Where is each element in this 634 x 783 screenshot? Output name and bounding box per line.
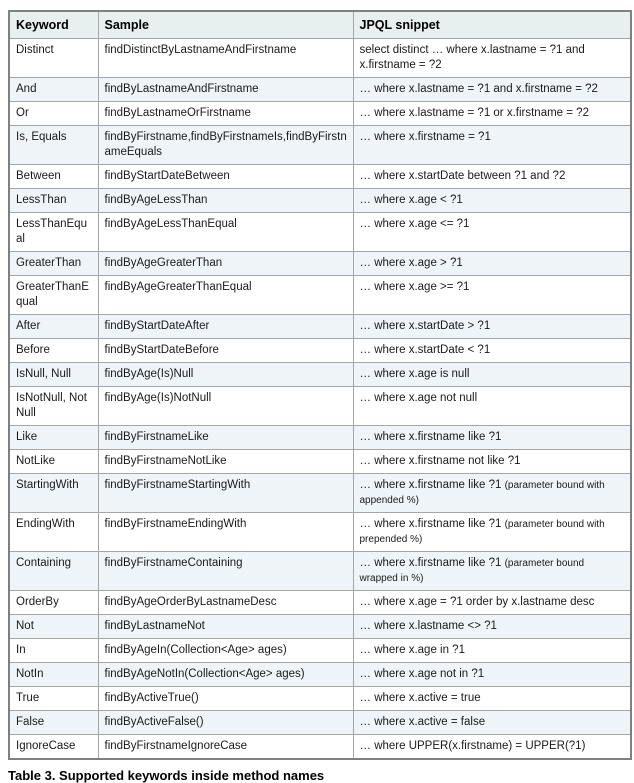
jpql-cell — [353, 552, 631, 591]
keyword-cell: GreaterThan — [9, 252, 98, 276]
jpql-text: … where x.firstname like ?1 — [359, 518, 502, 530]
table-row — [9, 39, 631, 78]
table-row — [9, 102, 631, 126]
table-row — [9, 78, 631, 102]
jpql-cell — [353, 687, 631, 711]
sample-cell: findByAgeLessThanEqual — [98, 213, 353, 252]
jpql-text: … where x.startDate < ?1 — [359, 344, 491, 356]
keyword-cell: Before — [9, 339, 98, 363]
jpql-cell — [353, 78, 631, 102]
jpql-text: … where x.startDate between ?1 and ?2 — [359, 170, 566, 182]
jpql-cell — [353, 639, 631, 663]
jpql-text: … where x.age = ?1 order by x.lastname desc — [359, 596, 595, 608]
jpql-text: … where x.age <= ?1 — [359, 218, 470, 230]
table-header-row — [9, 11, 631, 39]
sample-cell: findByActiveFalse() — [98, 711, 353, 735]
jpql-text: … where x.startDate > ?1 — [359, 320, 491, 332]
table-row — [9, 663, 631, 687]
sample-cell: findByAgeOrderByLastnameDesc — [98, 591, 353, 615]
keyword-cell: Or — [9, 102, 98, 126]
table-row — [9, 591, 631, 615]
table-row — [9, 189, 631, 213]
supported-keywords-table — [8, 10, 632, 760]
column-header-jpql-snippet: JPQL snippet — [353, 11, 631, 39]
table-caption: Table 3. Supported keywords inside method names — [8, 768, 325, 783]
jpql-text: … where x.age < ?1 — [359, 194, 463, 206]
sample-cell: findByFirstnameContaining — [98, 552, 353, 591]
jpql-text: … where x.active = true — [359, 692, 481, 704]
keyword-cell: Containing — [9, 552, 98, 591]
sample-cell: findByFirstnameEndingWith — [98, 513, 353, 552]
table-row — [9, 513, 631, 552]
jpql-cell — [353, 735, 631, 760]
jpql-text: … where x.active = false — [359, 716, 486, 728]
sample-cell: findByFirstnameLike — [98, 426, 353, 450]
table-row — [9, 450, 631, 474]
jpql-cell — [353, 663, 631, 687]
keyword-cell: LessThan — [9, 189, 98, 213]
jpql-text: … where x.firstname like ?1 — [359, 557, 502, 569]
keyword-cell: False — [9, 711, 98, 735]
table-row — [9, 711, 631, 735]
jpql-text: … where x.age >= ?1 — [359, 281, 470, 293]
column-header-sample: Sample — [98, 11, 353, 39]
sample-cell: findByAgeGreaterThanEqual — [98, 276, 353, 315]
jpql-cell — [353, 513, 631, 552]
sample-cell: findDistinctByLastnameAndFirstname — [98, 39, 353, 78]
table-row — [9, 315, 631, 339]
sample-cell: findByStartDateAfter — [98, 315, 353, 339]
keyword-cell: Between — [9, 165, 98, 189]
table-row — [9, 426, 631, 450]
jpql-text: … where x.firstname like ?1 — [359, 431, 502, 443]
sample-cell: findByAgeNotIn(Collection<Age> ages) — [98, 663, 353, 687]
sample-cell: findByAgeLessThan — [98, 189, 353, 213]
table-row — [9, 687, 631, 711]
sample-cell: findByAgeGreaterThan — [98, 252, 353, 276]
jpql-text: … where x.age > ?1 — [359, 257, 463, 269]
keyword-cell: Is, Equals — [9, 126, 98, 165]
jpql-cell — [353, 39, 631, 78]
sample-cell: findByLastnameNot — [98, 615, 353, 639]
table-row — [9, 165, 631, 189]
keyword-cell: True — [9, 687, 98, 711]
jpql-text: … where x.lastname = ?1 and x.firstname = ?2 — [359, 83, 598, 95]
keyword-cell: StartingWith — [9, 474, 98, 513]
jpql-text: … where x.age not null — [359, 392, 478, 404]
table-row — [9, 339, 631, 363]
keyword-cell: IsNotNull, NotNull — [9, 387, 98, 426]
keyword-cell: OrderBy — [9, 591, 98, 615]
sample-cell: findByFirstname,findByFirstnameIs,findByFirstnameEquals — [98, 126, 353, 165]
jpql-cell — [353, 615, 631, 639]
sample-cell: findByFirstnameIgnoreCase — [98, 735, 353, 760]
keyword-cell: GreaterThanEqual — [9, 276, 98, 315]
jpql-cell — [353, 387, 631, 426]
jpql-cell — [353, 126, 631, 165]
sample-cell: findByStartDateBetween — [98, 165, 353, 189]
jpql-cell — [353, 339, 631, 363]
table-row — [9, 615, 631, 639]
table-row — [9, 363, 631, 387]
jpql-cell — [353, 315, 631, 339]
jpql-cell — [353, 102, 631, 126]
keyword-cell: Distinct — [9, 39, 98, 78]
sample-cell: findByAgeIn(Collection<Age> ages) — [98, 639, 353, 663]
jpql-cell — [353, 252, 631, 276]
keyword-cell: EndingWith — [9, 513, 98, 552]
keyword-cell: After — [9, 315, 98, 339]
table-row — [9, 213, 631, 252]
table-row — [9, 252, 631, 276]
table-row — [9, 735, 631, 760]
keyword-cell: IsNull, Null — [9, 363, 98, 387]
jpql-cell — [353, 591, 631, 615]
keyword-cell: NotIn — [9, 663, 98, 687]
jpql-text: … where x.firstname like ?1 — [359, 479, 502, 491]
sample-cell: findByStartDateBefore — [98, 339, 353, 363]
jpql-cell — [353, 711, 631, 735]
jpql-cell — [353, 474, 631, 513]
table-row — [9, 474, 631, 513]
jpql-cell — [353, 450, 631, 474]
jpql-note: (parameter bound with appended %) — [359, 480, 605, 506]
sample-cell: findByFirstnameNotLike — [98, 450, 353, 474]
table-row — [9, 552, 631, 591]
jpql-text: … where x.firstname not like ?1 — [359, 455, 521, 467]
sample-cell: findByActiveTrue() — [98, 687, 353, 711]
sample-cell: findByLastnameAndFirstname — [98, 78, 353, 102]
jpql-cell — [353, 363, 631, 387]
jpql-cell — [353, 213, 631, 252]
keyword-cell: LessThanEqual — [9, 213, 98, 252]
keyword-cell: Like — [9, 426, 98, 450]
sample-cell: findByFirstnameStartingWith — [98, 474, 353, 513]
jpql-note: (parameter bound with prepended %) — [359, 519, 605, 545]
keyword-cell: Not — [9, 615, 98, 639]
keyword-cell: IgnoreCase — [9, 735, 98, 760]
sample-cell: findByAge(Is)NotNull — [98, 387, 353, 426]
table-row — [9, 276, 631, 315]
keyword-cell: And — [9, 78, 98, 102]
keyword-cell: NotLike — [9, 450, 98, 474]
sample-cell: findByLastnameOrFirstname — [98, 102, 353, 126]
table-row — [9, 126, 631, 165]
column-header-keyword: Keyword — [9, 11, 98, 39]
jpql-text: … where x.lastname = ?1 or x.firstname = ?2 — [359, 107, 589, 119]
jpql-note: (parameter bound wrapped in %) — [359, 558, 585, 584]
jpql-text: … where x.age not in ?1 — [359, 668, 485, 680]
jpql-text: select distinct … where x.lastname = ?1 and x.firstname = ?2 — [359, 44, 585, 71]
keyword-cell: In — [9, 639, 98, 663]
jpql-cell — [353, 426, 631, 450]
table-body — [9, 39, 631, 760]
jpql-text: … where x.firstname = ?1 — [359, 131, 491, 143]
jpql-text: … where x.lastname <> ?1 — [359, 620, 497, 632]
jpql-text: … where x.age is null — [359, 368, 470, 380]
sample-cell: findByAge(Is)Null — [98, 363, 353, 387]
jpql-cell — [353, 189, 631, 213]
table-row — [9, 387, 631, 426]
jpql-text: … where x.age in ?1 — [359, 644, 465, 656]
jpql-cell — [353, 165, 631, 189]
jpql-cell — [353, 276, 631, 315]
table-row — [9, 639, 631, 663]
jpql-text: … where UPPER(x.firstname) = UPPER(?1) — [359, 740, 586, 752]
